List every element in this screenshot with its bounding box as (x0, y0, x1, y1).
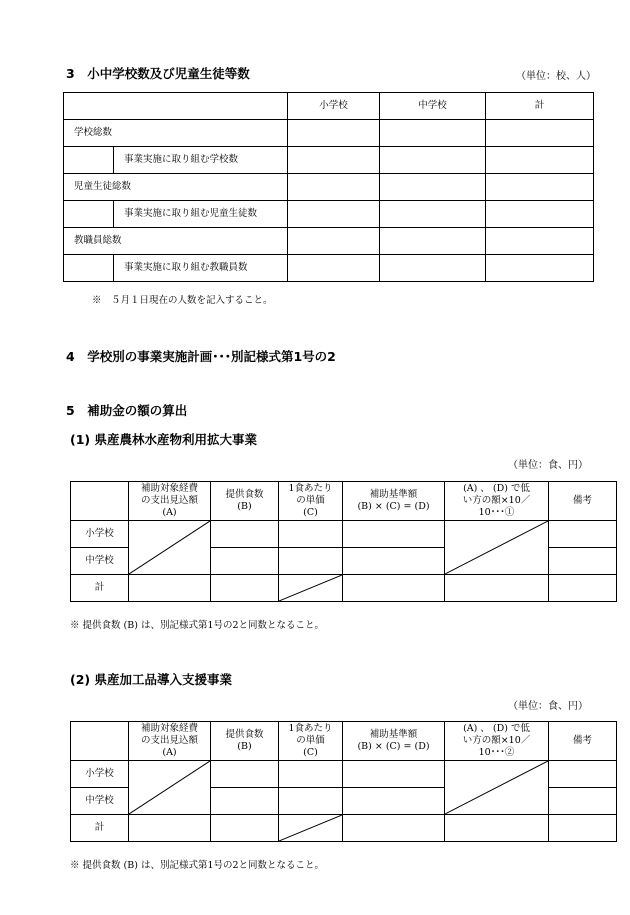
input-cell[interactable] (288, 147, 380, 174)
input-cell[interactable] (279, 521, 343, 548)
subsidy-table-2 (70, 721, 617, 842)
section3-note: ※ ５月１日現在の人数を記入すること。 (92, 295, 273, 306)
input-cell[interactable] (279, 788, 343, 815)
row-label: 中学校 (71, 788, 129, 815)
input-cell[interactable] (211, 815, 279, 842)
input-cell[interactable] (445, 575, 549, 602)
diagonal-cell (129, 761, 211, 815)
input-cell[interactable] (486, 147, 594, 174)
input-cell[interactable] (288, 174, 380, 201)
input-cell[interactable] (343, 761, 445, 788)
table-header-row (71, 722, 617, 761)
input-cell[interactable] (380, 201, 486, 228)
row-label: 学校総数 (64, 120, 288, 147)
input-cell[interactable] (549, 575, 617, 602)
header-base-amount: 補助基準額 (B) × (C) = (D) (343, 482, 445, 521)
input-cell[interactable] (129, 575, 211, 602)
input-cell[interactable] (380, 228, 486, 255)
table-row (71, 521, 617, 548)
section4-heading: 4 学校別の事業実施計画･･･別記様式第1号の2 (66, 349, 336, 364)
sub1-note: ※ 提供食数 (B) は、別記様式第1号の2と同数となること。 (70, 620, 325, 631)
header-lower-amount: (A) 、 (D) で低 い方の額×10／ 10･･･② (445, 722, 549, 761)
row-label: 児童生徒総数 (64, 174, 288, 201)
input-cell[interactable] (211, 575, 279, 602)
table-header-row (64, 93, 594, 120)
sub2-unit: （単位：食、円） (508, 701, 588, 712)
input-cell[interactable] (279, 761, 343, 788)
row-label: 計 (71, 815, 129, 842)
input-cell[interactable] (486, 255, 594, 282)
input-cell[interactable] (445, 815, 549, 842)
table-row (64, 147, 594, 174)
diagonal-cell (129, 521, 211, 575)
input-cell[interactable] (211, 521, 279, 548)
diagonal-cell (445, 521, 549, 575)
input-cell[interactable] (211, 548, 279, 575)
input-cell[interactable] (343, 788, 445, 815)
row-label: 中学校 (71, 548, 129, 575)
input-cell[interactable] (343, 521, 445, 548)
row-label: 小学校 (71, 761, 129, 788)
input-cell[interactable] (549, 761, 617, 788)
sub1-heading: (1) 県産農林水産物利用拡大事業 (70, 432, 257, 447)
input-cell[interactable] (211, 788, 279, 815)
section5-heading: 5 補助金の額の算出 (66, 403, 188, 418)
diagonal-cell (279, 575, 343, 602)
header-base-amount: 補助基準額 (B) × (C) = (D) (343, 722, 445, 761)
input-cell[interactable] (343, 815, 445, 842)
input-cell[interactable] (288, 120, 380, 147)
header-unit-price: 1食あたり の単価 (C) (279, 482, 343, 521)
header-remarks: 備考 (549, 482, 617, 521)
header-unit-price: 1食あたり の単価 (C) (279, 722, 343, 761)
row-sublabel: 事業実施に取り組む学校数 (114, 147, 288, 174)
header-expense: 補助対象経費 の支出見込額 (A) (129, 482, 211, 521)
table-row (64, 174, 594, 201)
sub2-heading: (2) 県産加工品導入支援事業 (70, 672, 232, 687)
input-cell[interactable] (549, 521, 617, 548)
input-cell[interactable] (288, 255, 380, 282)
header-meals: 提供食数 (B) (211, 482, 279, 521)
table-row (71, 815, 617, 842)
school-count-table (63, 92, 594, 282)
input-cell[interactable] (486, 201, 594, 228)
input-cell[interactable] (380, 255, 486, 282)
input-cell[interactable] (486, 228, 594, 255)
table-row (64, 255, 594, 282)
input-cell[interactable] (549, 788, 617, 815)
row-sublabel: 事業実施に取り組む児童生徒数 (114, 201, 288, 228)
input-cell[interactable] (343, 575, 445, 602)
table-row (71, 575, 617, 602)
header-lower-amount: (A) 、 (D) で低 い方の額×10／ 10･･･① (445, 482, 549, 521)
input-cell[interactable] (380, 147, 486, 174)
header-elementary: 小学校 (288, 93, 380, 120)
input-cell[interactable] (486, 120, 594, 147)
input-cell[interactable] (549, 548, 617, 575)
input-cell[interactable] (380, 120, 486, 147)
input-cell[interactable] (380, 174, 486, 201)
table-header-row (71, 482, 617, 521)
row-label: 小学校 (71, 521, 129, 548)
input-cell[interactable] (288, 228, 380, 255)
row-label: 計 (71, 575, 129, 602)
diagonal-cell (279, 815, 343, 842)
input-cell[interactable] (129, 815, 211, 842)
sub2-note: ※ 提供食数 (B) は、別記様式第1号の2と同数となること。 (70, 860, 325, 871)
input-cell[interactable] (343, 548, 445, 575)
row-label: 教職員総数 (64, 228, 288, 255)
table-row (64, 120, 594, 147)
input-cell[interactable] (549, 815, 617, 842)
input-cell[interactable] (279, 548, 343, 575)
header-junior: 中学校 (380, 93, 486, 120)
header-total: 計 (486, 93, 594, 120)
diagonal-cell (445, 761, 549, 815)
input-cell[interactable] (211, 761, 279, 788)
subsidy-table-1 (70, 481, 617, 602)
header-remarks: 備考 (549, 722, 617, 761)
header-meals: 提供食数 (B) (211, 722, 279, 761)
table-row (71, 761, 617, 788)
table-row (64, 228, 594, 255)
section3-heading: 3 小中学校数及び児童生徒等数 (66, 66, 250, 81)
sub1-unit: （単位：食、円） (508, 460, 588, 471)
section3-unit: （単位：校、人） (516, 71, 596, 82)
input-cell[interactable] (288, 201, 380, 228)
input-cell[interactable] (486, 174, 594, 201)
row-sublabel: 事業実施に取り組む教職員数 (114, 255, 288, 282)
header-expense: 補助対象経費 の支出見込額 (A) (129, 722, 211, 761)
table-row (64, 201, 594, 228)
